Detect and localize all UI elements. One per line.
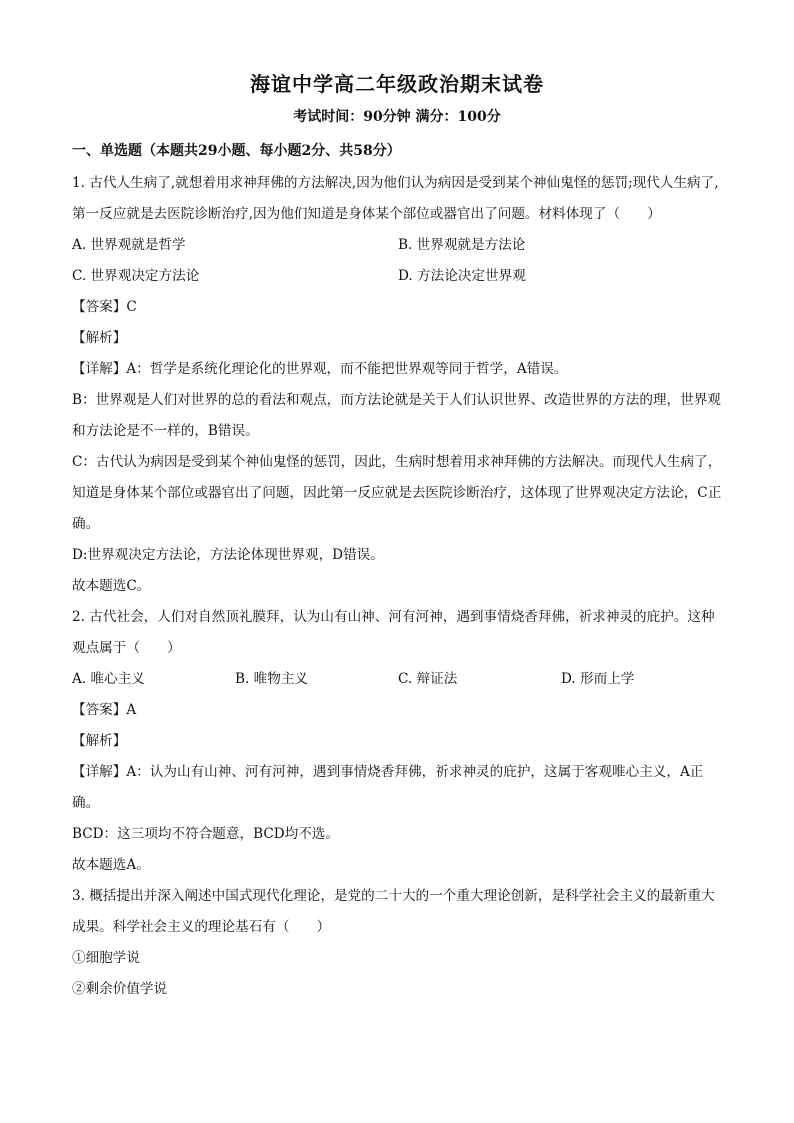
answer-label: 【答案】A [72,702,137,718]
options-row [72,261,724,292]
options-row [72,230,724,261]
analysis-detail: 【详解】A：哲学是系统化理论化的世界观，而不能把世界观等同于哲学，A错误。 [72,361,568,377]
statement-item: ①细胞学说 [72,950,140,966]
options-row [72,664,724,695]
question-list [72,168,724,1005]
option-c: C. 世界观决定方法论 [72,268,200,284]
question-stem: 3. 概括提出并深入阐述中国式现代化理论，是党的二十大的一个重大理论创新，是科学社会主义的最新重大成果。科学社会主义的理论基石有（ ） [72,888,715,935]
option-d: D. 形而上学 [561,671,635,687]
analysis-detail: BCD：这三项均不符合题意，BCD均不选。 [72,826,339,842]
section-heading: 一、单选题（本题共29小题、每小题2分、共58分） [72,143,401,159]
question-stem: 2. 古代社会，人们对自然顶礼膜拜，认为山有山神、河有河神，遇到事情烧香拜佛，祈求神灵的庇护。这种观点属于（ ） [72,609,715,656]
analysis-label: 【解析】 [72,733,127,749]
option-d: D. 方法论决定世界观 [398,268,526,284]
analysis-label: 【解析】 [72,330,127,346]
exam-info: 考试时间：90分钟 满分：100分 [293,109,501,125]
analysis-detail: 【详解】A：认为山有山神、河有河神，遇到事情烧香拜佛，祈求神灵的庇护，这属于客观唯心主义，A正确。 [72,764,704,811]
option-b: B. 唯物主义 [235,671,309,687]
option-a: A. 唯心主义 [72,671,145,687]
page-title: 海谊中学高二年级政治期末试卷 [250,72,544,96]
answer-label: 【答案】C [72,299,137,315]
analysis-conclusion: 故本题选C。 [72,578,151,594]
statement-item: ②剩余价值学说 [72,981,168,997]
analysis-conclusion: 故本题选A。 [72,857,150,873]
option-b: B. 世界观就是方法论 [398,237,526,253]
analysis-detail: B：世界观是人们对世界的总的看法和观点，而方法论就是关于人们认识世界、改造世界的方法的理，世界观和方法论是不一样的，B错误。 [72,392,721,439]
option-c: C. 辩证法 [398,671,458,687]
analysis-detail: C：古代认为病因是受到某个神仙鬼怪的惩罚，因此，生病时想着用求神拜佛的方法解决。而现代人生病了，知道是身体某个部位或器官出了问题，因此第一反应就是去医院诊断治疗，这体现了世界观决定方法论，C正确。 [72,454,722,532]
option-a: A. 世界观就是哲学 [72,237,186,253]
analysis-detail: D:世界观决定方法论，方法论体现世界观，D错误。 [72,547,384,563]
question-stem: 1. 古代人生病了,就想着用求神拜佛的方法解决,因为他们认为病因是受到某个神仙鬼怪的惩罚;现代人生病了,第一反应就是去医院诊断治疗,因为他们知道是身体某个部位或器官出了问题。材料体现了（ ） [72,175,719,222]
